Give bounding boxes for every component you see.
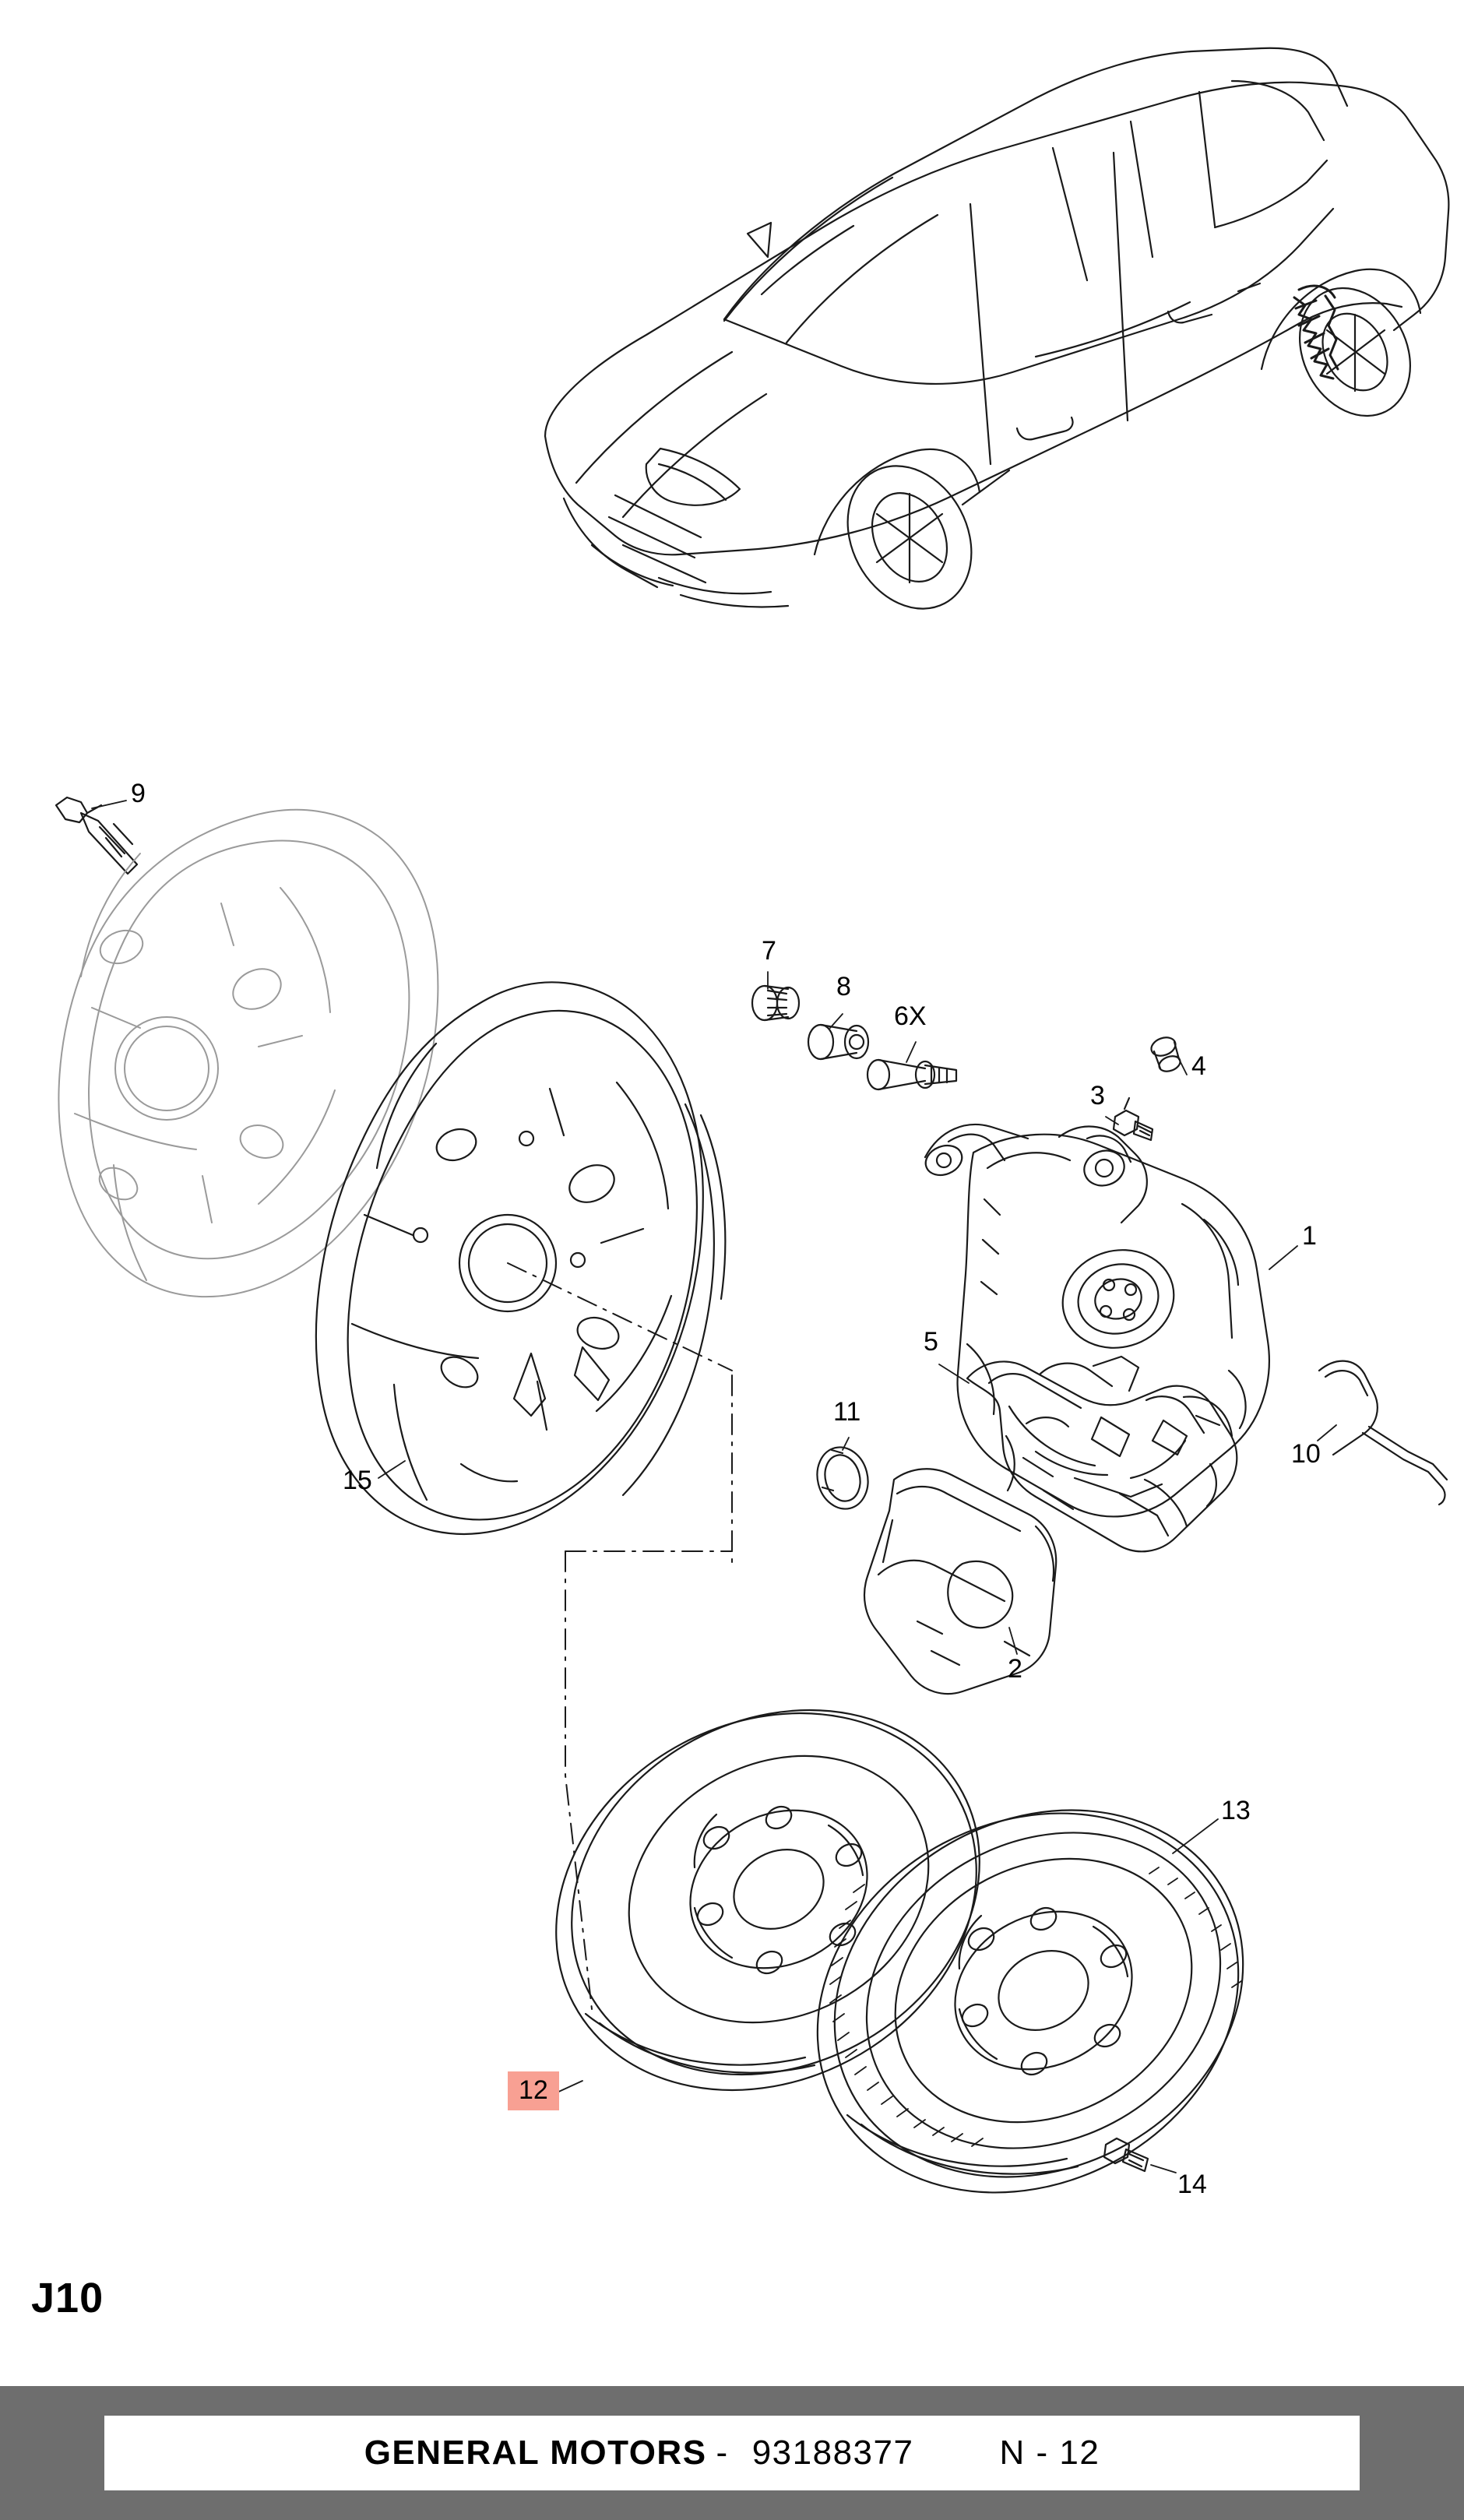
callout-3: 3	[1090, 1081, 1105, 1110]
callout-2: 2	[1008, 1654, 1022, 1684]
part-2-brake-pad	[864, 1469, 1056, 1694]
part-1-caliper	[921, 1124, 1269, 1516]
part-7-bushing	[752, 986, 799, 1020]
callout-13: 13	[1221, 1796, 1251, 1825]
callout-5: 5	[924, 1327, 938, 1357]
section-code: J10	[31, 2275, 104, 2321]
part-9-bolt	[56, 797, 137, 874]
part-12-brake-disc	[490, 1640, 1044, 2162]
footer-brand: GENERAL MOTORS	[364, 2434, 707, 2472]
callout-10: 10	[1291, 1439, 1321, 1469]
part-15-backing-plate	[316, 982, 725, 1534]
callout-15: 15	[343, 1466, 372, 1495]
footer-bar	[0, 2386, 1464, 2520]
callout-8: 8	[836, 972, 851, 1001]
callout-1: 1	[1302, 1221, 1317, 1251]
callout-12-highlighted[interactable]: 12	[508, 2071, 559, 2110]
part-4-bleeder-cap	[1149, 1034, 1182, 1074]
callout-6x: 6X	[894, 1001, 927, 1031]
vehicle-illustration	[545, 48, 1448, 631]
callout-11: 11	[833, 1397, 861, 1427]
part-8-guide-sleeve	[808, 1025, 868, 1059]
footer-content	[104, 2416, 1360, 2490]
callout-4: 4	[1191, 1051, 1206, 1081]
part-10-retaining-clip	[1319, 1361, 1447, 1505]
footer-page-number: N - 12	[999, 2434, 1100, 2472]
callout-7: 7	[762, 936, 776, 966]
footer-part-number: 93188377	[751, 2434, 914, 2472]
callout-14: 14	[1177, 2170, 1207, 2199]
part-11-seal-ring	[811, 1441, 874, 1514]
part-15-backing-plate-ghost	[58, 810, 438, 1297]
part-3-bleeder-screw	[1114, 1098, 1153, 1140]
part-5-caliper-bracket	[967, 1357, 1237, 1551]
assembly-centerline	[508, 1263, 732, 2009]
part-6x-guide-bolt	[867, 1060, 956, 1089]
footer-separator: -	[716, 2434, 729, 2472]
leader-lines	[92, 801, 1336, 2173]
callout-9: 9	[131, 779, 146, 808]
